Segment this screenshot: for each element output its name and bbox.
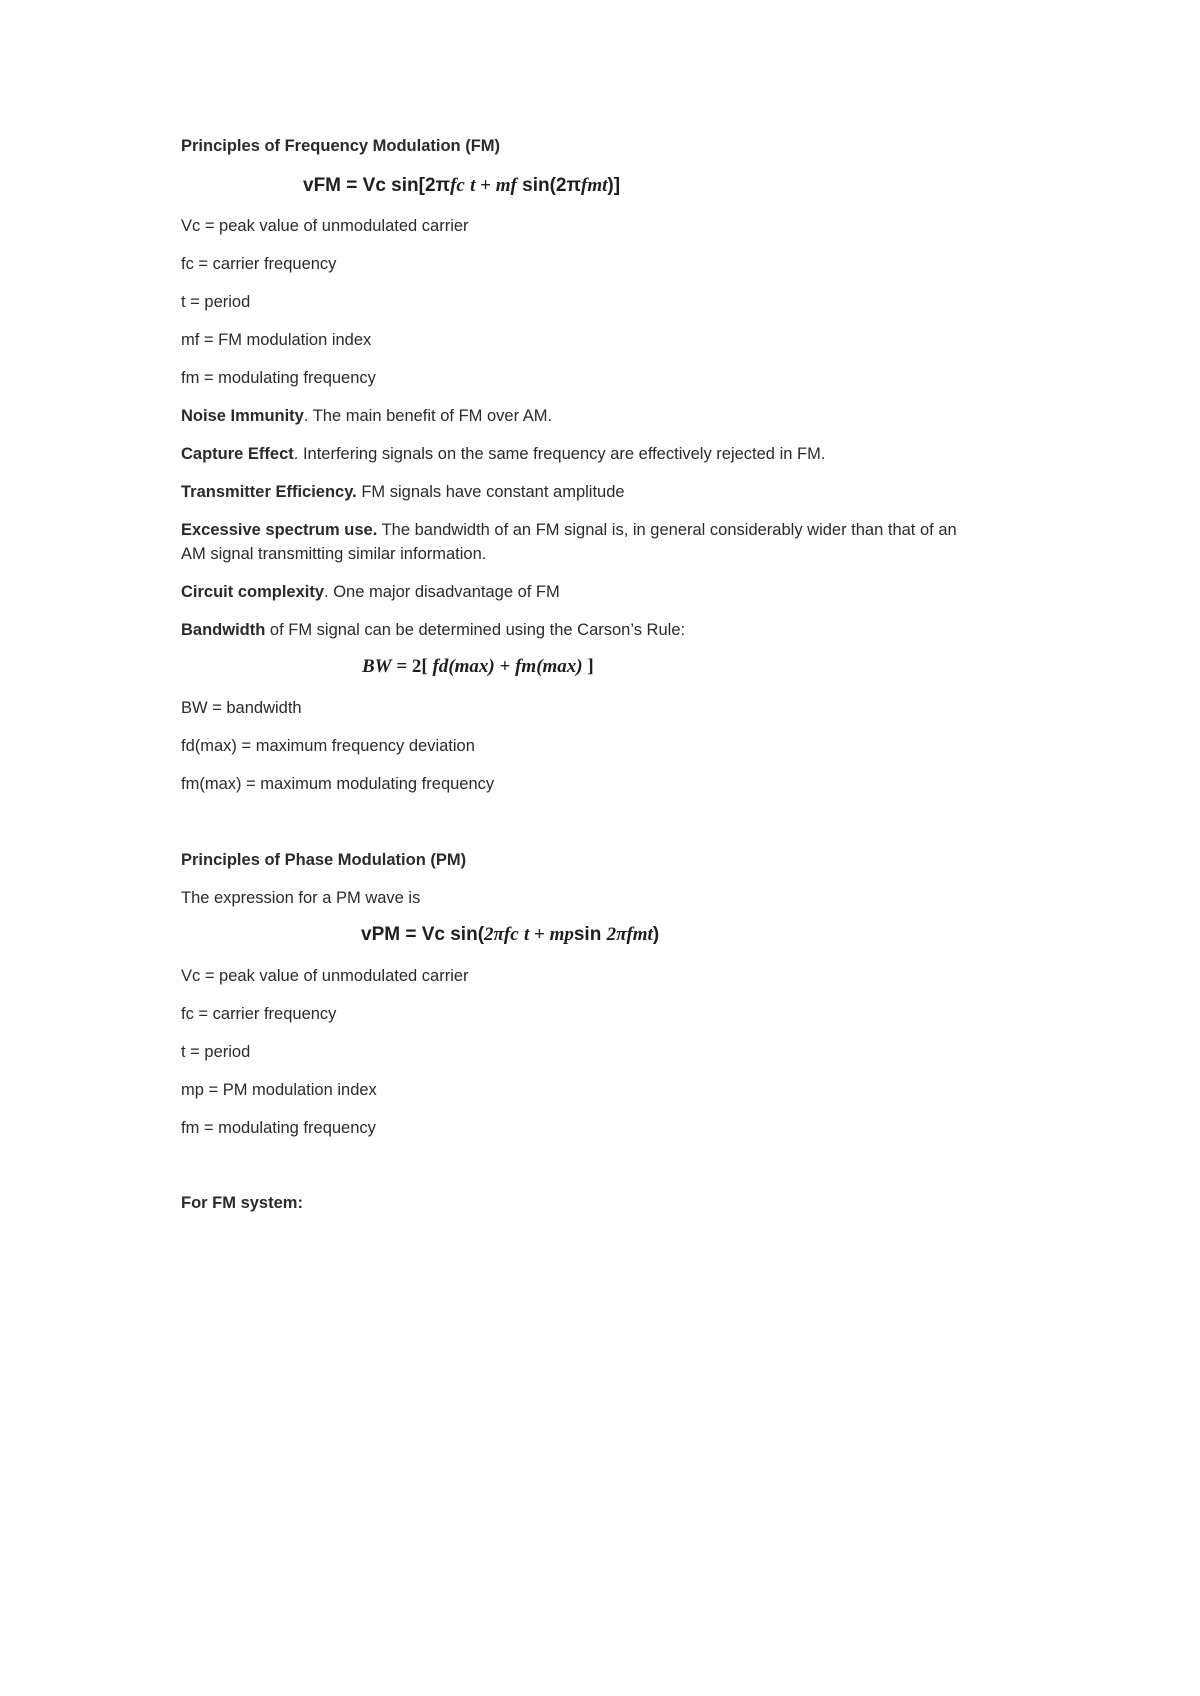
pm-eq-2pifc: 2πfc [484, 924, 519, 945]
point-text: . One major disadvantage of FM [324, 583, 560, 601]
fm-point-capture-effect [181, 442, 825, 466]
fm-definition: fm = modulating frequency [181, 369, 376, 387]
point-text: . The main benefit of FM over AM. [303, 407, 553, 425]
fm-eq-pi2: π [566, 175, 582, 196]
fm-definition: mf = FM modulation index [181, 331, 372, 349]
pm-eq-2pifmt: 2πfmt [606, 924, 653, 945]
pm-definition: Vc = peak value of unmodulated carrier [181, 967, 469, 985]
fm-definition: Vc = peak value of unmodulated carrier [181, 217, 469, 235]
point-text: . Interfering signals on the same frequency are effectively rejected in FM. [293, 445, 826, 463]
bw-definition: fm(max) = maximum modulating frequency [181, 775, 495, 793]
fm-eq-close: )] [607, 175, 621, 196]
bw-eq-fm: fm [515, 656, 537, 677]
bw-eq-max1: (max) [448, 656, 495, 677]
fm-eq-sin2: sin(2 [516, 175, 567, 196]
fm-equation [303, 173, 620, 199]
point-term: Transmitter Efficiency. [181, 483, 357, 501]
fm-eq-plus: + [475, 175, 496, 196]
fm-eq-fc: fc [450, 175, 465, 196]
pm-eq-sin: sin [573, 924, 607, 945]
bw-eq-close: ] [582, 656, 594, 677]
point-text: of FM signal can be determined using the Carson’s Rule: [265, 621, 686, 639]
fm-section-heading: Principles of Frequency Modulation (FM) [181, 137, 501, 155]
pm-definition: fm = modulating frequency [181, 1119, 376, 1137]
pm-definition: mp = PM modulation index [181, 1081, 377, 1099]
bw-definition: BW = bandwidth [181, 699, 302, 717]
bandwidth-equation [362, 654, 594, 680]
fm-eq-t: t [470, 175, 476, 196]
point-term: Bandwidth [181, 621, 266, 639]
point-term: Excessive spectrum use. [181, 521, 378, 539]
fm-eq-fmt: fmt [581, 175, 608, 196]
fm-point-excessive-spectrum [181, 518, 957, 542]
point-text: The bandwidth of an FM signal is, in general considerably wider than that of an [377, 521, 957, 539]
fm-definition: t = period [181, 293, 251, 311]
point-term: Circuit complexity [181, 583, 325, 601]
fm-eq-pi1: π [435, 175, 451, 196]
fm-point-excessive-spectrum-cont: AM signal transmitting similar information. [181, 545, 487, 563]
bw-eq-max2: (max) [536, 656, 583, 677]
bw-eq-fd: fd [432, 656, 449, 677]
bw-eq-eq: = 2[ [391, 656, 433, 677]
fm-eq-mf: mf [495, 175, 517, 196]
pm-eq-lhs: vPM = Vc sin( [361, 924, 485, 945]
fm-definition: fc = carrier frequency [181, 255, 337, 273]
point-term: Noise Immunity [181, 407, 304, 425]
fm-point-circuit-complexity [181, 580, 560, 604]
pm-definition: t = period [181, 1043, 251, 1061]
pm-eq-close: ) [652, 924, 660, 945]
bw-eq-plus: + [494, 656, 516, 677]
bw-eq-lhs: BW [362, 656, 392, 677]
pm-equation [361, 922, 659, 948]
pm-eq-mp: mp [549, 924, 574, 945]
pm-definition: fc = carrier frequency [181, 1005, 337, 1023]
pm-eq-t: t [523, 924, 530, 945]
pm-eq-plus: + [529, 924, 550, 945]
fm-eq-lhs: vFM = Vc sin[2 [303, 175, 436, 196]
point-text: FM signals have constant amplitude [356, 483, 625, 501]
fm-point-transmitter-efficiency [181, 480, 625, 504]
point-term: Capture Effect [181, 445, 294, 463]
fm-point-noise-immunity [181, 404, 552, 428]
bw-definition: fd(max) = maximum frequency deviation [181, 737, 475, 755]
fm-system-heading: For FM system: [181, 1194, 303, 1212]
fm-point-bandwidth [181, 618, 685, 642]
pm-section-heading: Principles of Phase Modulation (PM) [181, 851, 467, 869]
pm-intro: The expression for a PM wave is [181, 889, 421, 907]
